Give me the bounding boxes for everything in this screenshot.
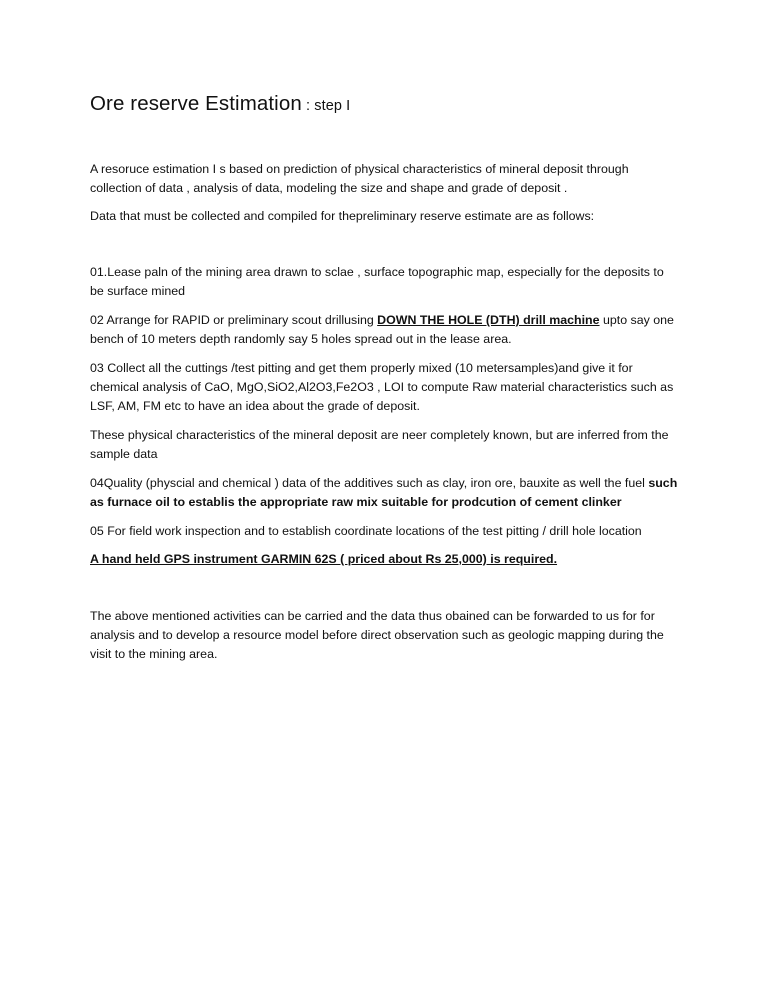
data-required-paragraph: Data that must be collected and compiled for thepreliminary reserve estimate are as follows: — [90, 209, 595, 223]
page-title — [90, 90, 680, 120]
document-body — [90, 90, 680, 664]
item-4-paragraph — [90, 474, 680, 512]
gps-requirement: A hand held GPS instrument GARMIN 62S ( priced about Rs 25,000) is required. — [90, 552, 558, 566]
item-1-paragraph: 01.Lease paln of the mining area drawn to sclae , surface topographic map, especially for the deposits to be surface mined — [90, 265, 664, 298]
intro-paragraph: A resoruce estimation I s based on prediction of physical characteristics of mineral deposit through collection of data , analysis of data, modeling the size and shape and grade of deposit . — [90, 162, 629, 195]
note-paragraph: These physical characteristics of the mineral deposit are neer completely known, but are inferred from the sample data — [90, 428, 669, 461]
item-3-paragraph: 03 Collect all the cuttings /test pitting and get them properly mixed (10 metersamples)and give it for chemical analysis of CaO, MgO,SiO2,Al2O3,Fe2O3 , LOI to compute Raw material characteristics such as LSF, AM, FM etc to have an idea about the grade of deposit. — [90, 361, 674, 413]
item-2-text-after: upto say one bench of 10 meters depth randomly say 5 holes spread out in the lease area. — [90, 313, 674, 346]
closing-paragraph: The above mentioned activities can be carried and the data thus obained can be forwarded to us for for analysis and to develop a resource model before direct observation such as geologic mapping during the visit to the mining area. — [90, 609, 664, 661]
item-2-paragraph — [90, 311, 680, 349]
item-2-text-before: 02 Arrange for RAPID or preliminary scout drillusing — [90, 313, 378, 327]
item-2-drill-machine: DOWN THE HOLE (DTH) drill machine — [377, 313, 600, 327]
title-sub: : step I — [301, 98, 351, 114]
item-4-bold-text: such as furnace oil to establis the appropriate raw mix suitable for prodcution of cement clinker — [90, 476, 678, 509]
item-5-paragraph: 05 For field work inspection and to establish coordinate locations of the test pitting / drill hole location — [90, 524, 642, 538]
item-4-text: 04Quality (physcial and chemical ) data of the additives such as clay, iron ore, bauxite as well the fuel — [90, 476, 649, 490]
title-main: Ore reserve Estimation — [90, 92, 302, 115]
